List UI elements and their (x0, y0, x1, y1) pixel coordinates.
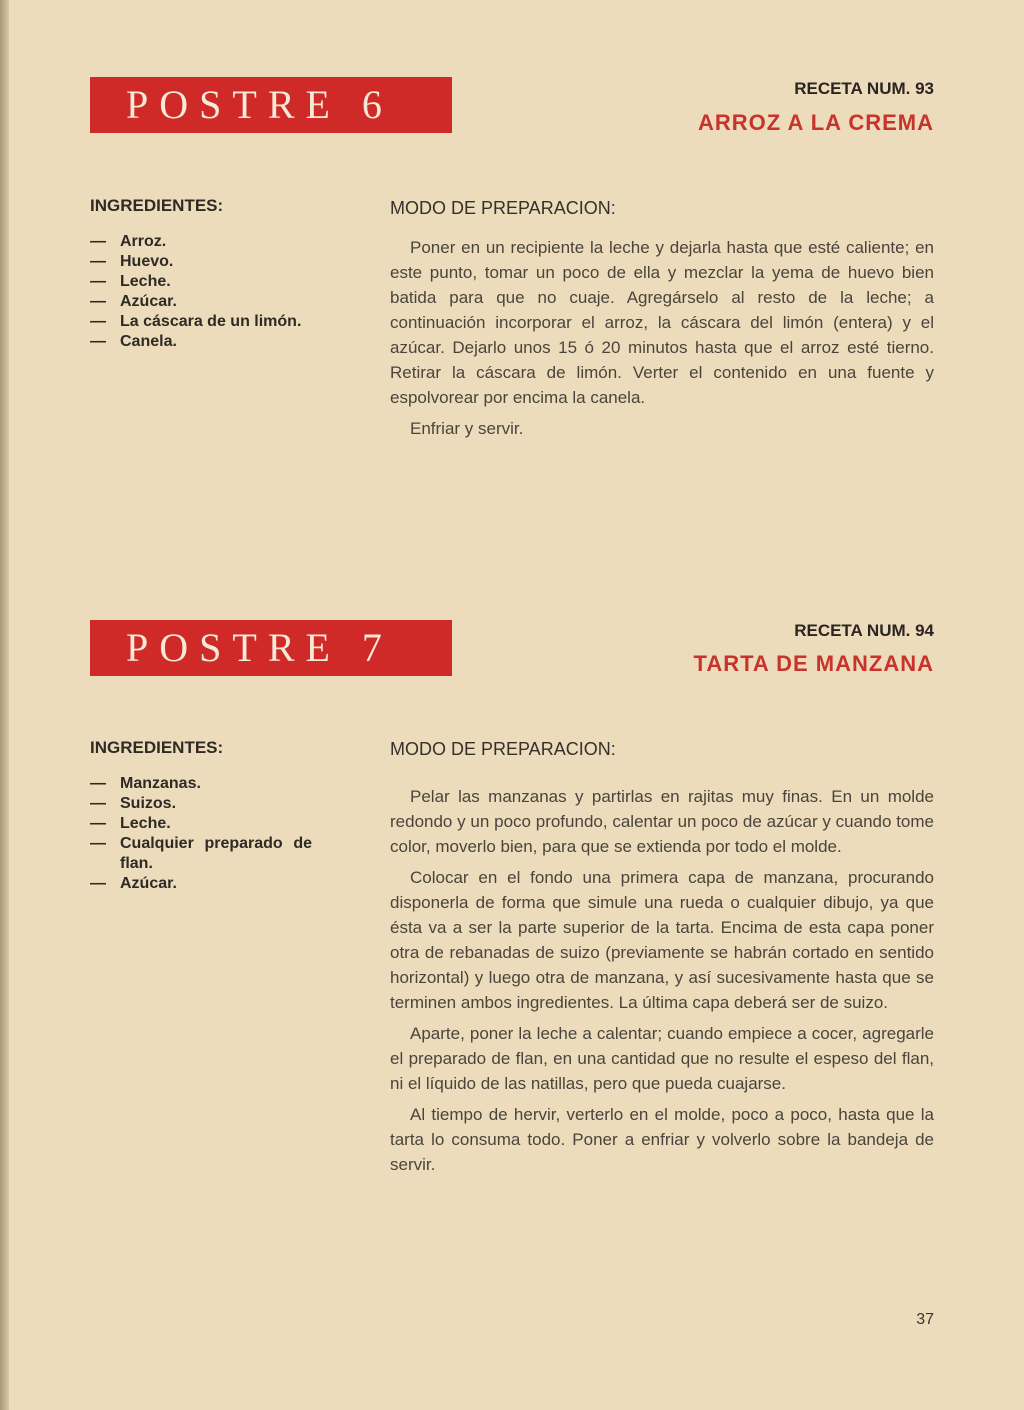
preparation-text (390, 784, 934, 1183)
preparation-heading: MODO DE PREPARACION: (390, 198, 616, 218)
ingredient-item: — Azúcar. (90, 875, 177, 892)
preparation-paragraph: Poner en un recipiente la leche y dejarla hasta que esté caliente; en este punto, tomar un poco de ella y mezclar la yema de huevo bien batida para que no cuaje. Agregárselo al resto de la leche; a continuación incorporar el arroz, la cáscara del limón (entera) y el azúcar. Dejarlo unos 15 ó 20 minutos hasta que el arroz esté tierno. Retirar la cáscara de limón. Verter el contenido en una fuente y espolvorear por encima la canela. (390, 238, 934, 407)
ingredients-heading: INGREDIENTES: (90, 738, 224, 757)
recipe-title: TARTA DE MANZANA (693, 651, 934, 676)
ingredient-item: — Manzanas. (90, 775, 201, 792)
ingredient-item: — Azúcar. (90, 293, 177, 310)
preparation-paragraph: Enfriar y servir. (410, 419, 524, 438)
ingredient-item: — Suizos. (90, 795, 177, 812)
ingredient-item: — Huevo. (90, 253, 174, 270)
preparation-paragraph: Al tiempo de hervir, verterlo en el molde, poco a poco, hasta que la tarta lo consuma todo. Poner a enfriar y volverlo sobre la bandeja de servir. (390, 1105, 934, 1174)
recipe-banner: POSTRE 7 (90, 620, 452, 676)
recipe-number: RECETA NUM. 93 (794, 79, 934, 98)
ingredient-item: — Leche. (90, 815, 171, 832)
ingredients-heading: INGREDIENTES: (90, 196, 224, 215)
recipe-banner: POSTRE 6 (90, 77, 452, 133)
ingredient-item: — Canela. (90, 333, 177, 350)
page-number: 37 (916, 1311, 934, 1328)
ingredient-item: — Leche. (90, 273, 171, 290)
ingredient-item: — Cualquier preparado de flan. (90, 835, 312, 872)
page-binding-edge (0, 0, 9, 1410)
preparation-heading: MODO DE PREPARACION: (390, 739, 616, 759)
ingredients-list (90, 232, 312, 352)
ingredients-list (90, 774, 312, 894)
preparation-paragraph: Pelar las manzanas y partirlas en rajitas muy finas. En un molde redondo y un poco profundo, calentar un poco de azúcar y cuando tome color, moverlo bien, para que se extienda por todo el molde. (390, 787, 934, 856)
preparation-text (390, 235, 934, 447)
preparation-paragraph: Aparte, poner la leche a calentar; cuando empiece a cocer, agregarle el preparado de flan, en una cantidad que no resulte el espeso del flan, ni el líquido de las natillas, pero que pueda cuajarse. (390, 1024, 934, 1093)
ingredient-item: — Arroz. (90, 233, 167, 250)
recipe-number: RECETA NUM. 94 (794, 621, 934, 640)
recipe-title: ARROZ A LA CREMA (698, 110, 934, 135)
preparation-paragraph: Colocar en el fondo una primera capa de manzana, procurando disponerla de forma que simule una rueda o cualquier dibujo, ya que ésta va a ser la parte superior de la tarta. Encima de esta capa poner otra de rebanadas de suizo (previamente se habrán cortado en sentido horizontal) y luego otra de manzana, y así sucesivamente hasta que se terminen ambos ingredientes. La última capa deberá ser de suizo. (390, 868, 934, 1012)
ingredient-item: — La cáscara de un limón. (90, 313, 302, 330)
